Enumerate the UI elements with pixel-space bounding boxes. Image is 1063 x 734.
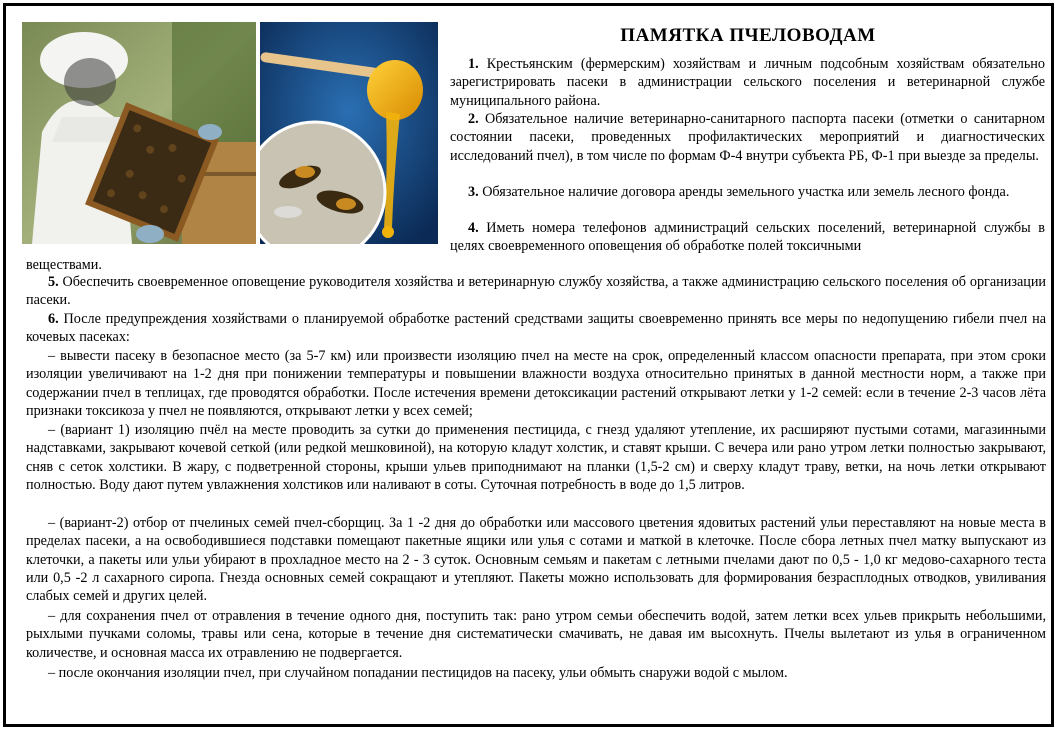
list-item-3: 3. Обязательное наличие договора аренды земельного участка или земель лесного фонда. (468, 184, 1010, 200)
page-title: ПАМЯТКА ПЧЕЛОВОДАМ (620, 25, 876, 46)
bullet-item-4: – для сохранения пчел от отравления в течение одного дня, поступить так: рано утром семьи обеспечить водой, затем летки всех ульев прикрыть небольшими, рыхлыми пучками соломы, травы или сена, которые в течение дня систематически смачивать, не давая им высохнуть. Пчелы вылетают из улья в ограниченном количестве, и основная масса их отравлению не подвергается. (26, 608, 1046, 661)
bullet-item-5: – после окончания изоляции пчел, при случайном попадании пестицидов на пасеку, ульи обмыть снаружи водой с мылом. (48, 665, 788, 681)
honey-and-bees-photo (260, 22, 438, 244)
beekeeper-photo (22, 22, 256, 244)
list-item-6: 6. После предупреждения хозяйствами о планируемой обработке растений средствами защиты своевременно принять все меры по недопущению гибели пчел на кочевых пасеках: (26, 311, 1047, 346)
list-item-2: 2. Обязательное наличие ветеринарно-санитарного паспорта пасеки (отметки о санитарном состоянии пасеки, проведенных профилактических мероприятий и диагностических исследований пчел), в том числе по формам Ф-4 внутри субъекта РБ, Ф-1 при выезде за пределы. (450, 111, 1045, 164)
bullet-item-2: – (вариант 1) изоляцию пчёл на месте проводить за сутки до применения пестицида, с гнезд удаляют утепление, их расширяют пустыми сотами, магазинными надставками, закрывают кочевой сеткой (или редкой мешковиной), на которую кладут холстик, и ставят крыши. С вечера или рано утром летки полностью закрывают, сняв с сеток холстики. В жару, с подветренной стороны, крыши ульев приподнимают на планки (1,5-2 см) и сверху кладут траву, ветки, на ночь летки открывают полностью. Воду дают путем увлажнения холстиков или наливают в соты. Суточная потребность в воде до 1,5 литров. (26, 422, 1046, 493)
bullet-item-1: – вывести пасеку в безопасное место (за 5-7 км) или произвести изоляцию пчел на месте на срок, определенный классом опасности препарата, при этом сроки изоляции увеличивают на 1-2 дня при понижении температуры и повышении влажности воздуха относительно принятых в данной местности норм, а также при содержании пчел в теплицах, где проводятся обработки. После истечения времени детоксикации растений открывают летки у 1-2 семей: если в течение 2-3 часов лёта признаки токсикоза у пчел не появляются, открывают летки у всех семей; (26, 348, 1046, 419)
list-item-1: 1. Крестьянским (фермерским) хозяйствам и личным подсобным хозяйствам обязательно зарегистрировать пасеки в администрации сельского поселения и ветеринарной службе муниципального района. (450, 56, 1045, 109)
list-item-5: 5. Обеспечить своевременное оповещение руководителя хозяйства и ветеринарную службу хозяйства, а также администрацию сельского поселения об организации пасеки. (26, 274, 1047, 309)
list-item-4: 4. Иметь номера телефонов администраций сельских поселений, ветеринарной службы в целях своевременного оповещения об обработке полей токсичными (450, 220, 1046, 255)
list-item-4-continuation: веществами. (26, 257, 102, 273)
bullet-item-3: – (вариант-2) отбор от пчелиных семей пчел-сборщиц. За 1 -2 дня до обработки или массового цветения ядовитых растений ульи переставляют на новые места в пределах пасеки, а на освободившиеся подставки помещают пакетные ящики или улья с сотами и маткой в клеточке. После сбора летных пчел матку выпускают из клеточки, а пакеты или ульи убирают в прохладное место на 2 - 3 суток. Основным семьям и пакетам с летными пчелами дают по 0,5 - 1,0 кг медово-сахарного теста или 0,5 -2 л сахарного сиропа. Гнезда основных семей сокращают и утепляют. Пакеты можно использовать для формирования безрасплодных отводков, увиливания слабых семей и других целей. (26, 515, 1046, 605)
photo-collage (22, 22, 438, 244)
